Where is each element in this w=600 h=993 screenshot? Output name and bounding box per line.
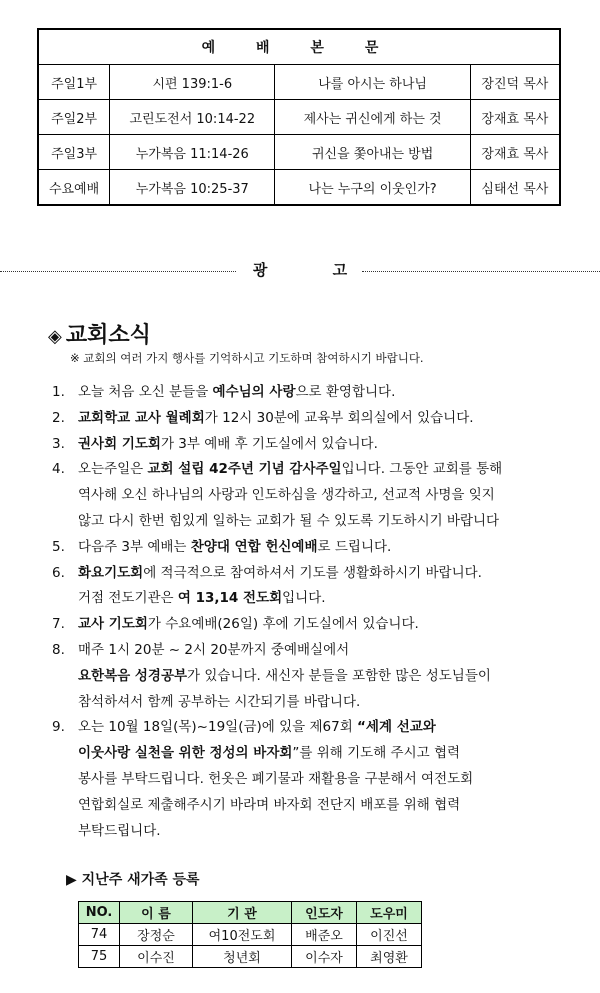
item-text [78, 586, 592, 612]
text-segment: 역사해 오신 하나님의 사랑과 인도하심을 생각하고, 선교적 사명을 잊지 [78, 487, 495, 504]
text-segment: ”를 위해 기도해 주시고 협력 [292, 745, 461, 762]
divider-right [362, 271, 600, 272]
item-text [78, 715, 592, 741]
sermon-title: 귀신을 쫓아내는 방법 [275, 135, 470, 170]
text-segment: 입니다. [282, 590, 326, 607]
emphasis-text: 화요기도회 [78, 564, 144, 581]
item-number: 1. [52, 384, 65, 400]
text-segment: 가 12시 30분에 교육부 회의실에서 있습니다. [204, 409, 474, 426]
list-item [52, 432, 592, 458]
list-item [52, 638, 592, 664]
text-segment: 않고 다시 한번 힘있게 일하는 교회가 될 수 있도록 기도하시기 바랍니다 [78, 512, 500, 529]
item-number [52, 586, 78, 612]
emphasis-text: 요한복음 성경공부 [78, 667, 188, 684]
list-item [52, 715, 592, 741]
worship-row [38, 135, 560, 170]
column-header: 도우미 [357, 902, 422, 924]
worship-row [38, 65, 560, 100]
cell-guide: 배준오 [292, 924, 357, 946]
text-segment: 가 3부 예배 후 기도실에서 있습니다. [160, 435, 378, 452]
item-text [78, 767, 592, 793]
sermon-title: 나는 누구의 이웃인가? [275, 170, 470, 206]
list-item-continuation [52, 664, 592, 690]
item-number: 6. [52, 564, 65, 581]
list-item [52, 406, 592, 432]
item-text [78, 380, 592, 406]
text-segment: 가 수요예배(26일) 후에 기도실에서 있습니다. [147, 616, 419, 633]
list-item-continuation [52, 483, 592, 509]
ads-title: 광 고 [252, 261, 378, 279]
emphasis-text: 교사 기도회 [78, 616, 148, 633]
emphasis-text: 권사회 기도회 [78, 435, 161, 452]
item-text [78, 406, 592, 432]
item-text [78, 561, 592, 587]
emphasis-text: 여 13,14 전도회 [177, 590, 283, 607]
list-item [52, 561, 592, 587]
list-item [52, 612, 592, 638]
news-list [52, 380, 592, 844]
diamond-icon: ◈ [48, 326, 62, 347]
list-item-continuation [52, 767, 592, 793]
sermon-title: 제사는 귀신에게 하는 것 [275, 100, 470, 135]
service-name: 주일1부 [38, 65, 110, 100]
text-segment: 다음주 3부 예배는 [78, 538, 191, 555]
item-number [52, 819, 78, 845]
item-number: 3. [52, 435, 65, 452]
item-text [78, 612, 592, 638]
list-item [52, 457, 592, 483]
text-segment: 봉사를 부탁드립니다. 헌옷은 폐기물과 재활용을 구분해서 여전도회 [78, 770, 474, 787]
table-row [79, 946, 422, 968]
scripture-passage: 누가복음 10:25-37 [110, 170, 275, 206]
cell-no: 74 [79, 924, 120, 946]
item-number [52, 767, 78, 793]
cell-name: 장정순 [120, 924, 193, 946]
text-segment: 오는주일은 [78, 461, 148, 478]
scripture-passage: 누가복음 11:14-26 [110, 135, 275, 170]
cell-name: 이수진 [120, 946, 193, 968]
cell-helper: 이진선 [357, 924, 422, 946]
column-header: NO. [79, 902, 120, 924]
scripture-passage: 고린도전서 10:14-22 [110, 100, 275, 135]
cell-no: 75 [79, 946, 120, 968]
service-name: 주일2부 [38, 100, 110, 135]
cell-helper: 최영환 [357, 946, 422, 968]
emphasis-text: 이웃사랑 실천을 위한 정성의 바자회 [78, 745, 293, 762]
cell-org: 여10전도회 [193, 924, 292, 946]
item-number: 4. [52, 461, 65, 478]
item-number [52, 793, 78, 819]
text-segment: 부탁드립니다. [78, 822, 161, 839]
text-segment: 입니다. 그동안 교회를 통해 [341, 461, 503, 478]
item-number: 2. [52, 409, 65, 426]
item-text [78, 535, 592, 561]
service-name: 수요예배 [38, 170, 110, 206]
text-segment: 오늘 처음 오신 분들을 [78, 384, 213, 400]
item-text [78, 638, 592, 664]
registration-header-row [79, 902, 422, 924]
emphasis-text: 교회 설립 42주년 기념 감사주일 [147, 461, 342, 478]
news-title: 교회소식 [65, 323, 151, 348]
item-number: 5. [52, 538, 65, 555]
list-item [52, 535, 592, 561]
item-number: 9. [52, 719, 65, 736]
item-text [78, 819, 592, 845]
column-header: 기 관 [193, 902, 292, 924]
column-header: 이 름 [120, 902, 193, 924]
item-number: 8. [52, 641, 65, 658]
preacher: 장재효 목사 [470, 100, 560, 135]
worship-row [38, 100, 560, 135]
sermon-title: 나를 아시는 하나님 [275, 65, 470, 100]
item-text [78, 741, 592, 767]
news-heading [48, 318, 151, 349]
emphasis-text: “세계 선교와 [357, 719, 436, 736]
item-number [52, 741, 78, 767]
item-text [78, 690, 592, 716]
list-item-continuation [52, 509, 592, 535]
item-text [78, 483, 592, 509]
scripture-passage: 시편 139:1-6 [110, 65, 275, 100]
item-number [52, 483, 78, 509]
list-item-continuation [52, 690, 592, 716]
cell-guide: 이수자 [292, 946, 357, 968]
news-note: ※ 교회의 여러 가지 행사를 기억하시고 기도하며 참여하시기 바랍니다. [70, 351, 424, 365]
list-item-continuation [52, 793, 592, 819]
column-header: 인도자 [292, 902, 357, 924]
emphasis-text: 찬양대 연합 헌신예배 [190, 538, 318, 555]
list-item-continuation [52, 586, 592, 612]
text-segment: 가 있습니다. 새신자 분들을 포함한 많은 성도님들이 [187, 667, 491, 684]
preacher: 장진덕 목사 [470, 65, 560, 100]
text-segment: 연합회실로 제출해주시기 바라며 바자회 전단지 배포를 위해 협력 [78, 796, 461, 813]
worship-table [37, 28, 561, 206]
emphasis-text: 예수님의 사랑 [212, 384, 296, 400]
registration-title: ▶ 지난주 새가족 등록 [66, 872, 200, 888]
item-number [52, 664, 78, 690]
preacher: 심태선 목사 [470, 170, 560, 206]
worship-title: 예 배 본 문 [38, 29, 560, 65]
text-segment: 으로 환영합니다. [295, 384, 396, 400]
cell-org: 청년회 [193, 946, 292, 968]
item-text [78, 664, 592, 690]
registration-table [78, 901, 422, 968]
item-text [78, 793, 592, 819]
text-segment: 거점 전도기관은 [78, 590, 178, 607]
item-number [52, 690, 78, 716]
text-segment: 매주 1시 20분 ~ 2시 20분까지 중예배실에서 [78, 641, 350, 658]
emphasis-text: 교회학교 교사 월례회 [78, 409, 205, 426]
preacher: 장재효 목사 [470, 135, 560, 170]
table-row [79, 924, 422, 946]
list-item-continuation [52, 819, 592, 845]
service-name: 주일3부 [38, 135, 110, 170]
text-segment: 참석하셔서 함께 공부하는 시간되기를 바랍니다. [78, 693, 361, 710]
list-item-continuation [52, 741, 592, 767]
list-item [52, 380, 592, 406]
text-segment: 에 적극적으로 참여하셔서 기도를 생활화하시기 바랍니다. [143, 564, 482, 581]
item-text [78, 509, 592, 535]
item-number: 7. [52, 616, 65, 633]
text-segment: 오는 10월 18일(목)~19일(금)에 있을 제67회 [78, 719, 358, 736]
text-segment: 로 드립니다. [317, 538, 392, 555]
worship-row [38, 170, 560, 206]
item-text [78, 432, 592, 458]
item-text [78, 457, 592, 483]
item-number [52, 509, 78, 535]
